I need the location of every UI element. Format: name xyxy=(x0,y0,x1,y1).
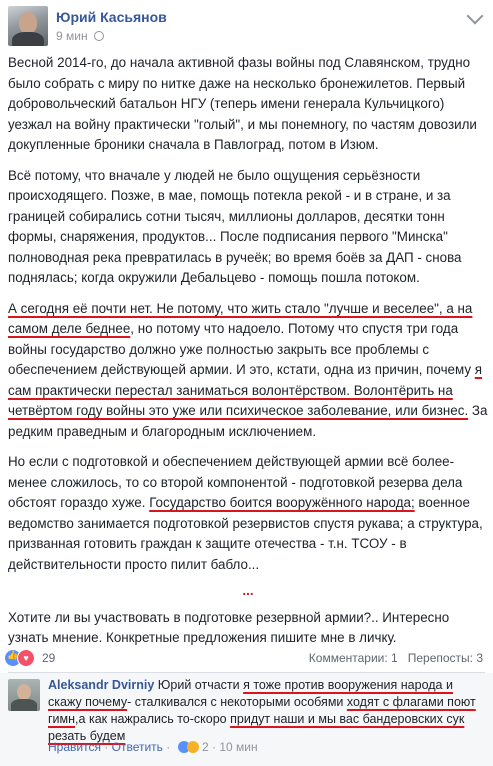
post-time: 9 мин xyxy=(56,29,88,43)
post-text: военное ведомство занимается подготовкой резервистов спустя рукава; а структура, призванная готовить граждан к защите отечества - т.н. ТСОУ - в действительности просто пилит бабло... xyxy=(8,495,483,572)
post-header xyxy=(0,0,493,48)
commenter-avatar-body xyxy=(11,699,37,711)
heart-reaction-icon[interactable]: ♥ xyxy=(17,649,35,667)
commenter-avatar[interactable] xyxy=(8,679,40,711)
comment-underlined-text: придут наши и мы вас бандеровских сук резать будем xyxy=(48,712,465,743)
comment-text xyxy=(48,677,488,745)
reactions-bar xyxy=(4,646,489,670)
post-underlined-text: Государство боится вооружённого народа; xyxy=(149,495,415,510)
post-paragraph xyxy=(8,452,488,575)
avatar-body xyxy=(12,32,44,46)
comments-count[interactable]: Комментарии: 1 xyxy=(308,651,398,665)
mini-angry-icon xyxy=(187,741,199,753)
ellipsis-marker: ... xyxy=(242,583,254,598)
comment-text: - сталкивался с некоторыми особями xyxy=(127,695,347,709)
avatar-face xyxy=(19,12,37,34)
post-underlined-text: А сегодня её почти нет. Не потому, что жить стало "лучше и веселее", а на самом деле беднее xyxy=(8,300,473,336)
comment-author[interactable]: Aleksandr Dvirniy xyxy=(48,678,155,692)
separator: · xyxy=(104,740,112,754)
post-closing: Хотите ли вы участвовать в подготовке резервной армии?.. Интересно узнать мнение. Конкретные предложения пишите мне в личку. xyxy=(8,609,450,645)
author-avatar[interactable] xyxy=(8,6,48,46)
post-paragraphs xyxy=(8,53,488,575)
post-paragraph xyxy=(8,299,488,443)
post-timestamp[interactable] xyxy=(56,29,104,43)
comment-like-link[interactable]: Нравится xyxy=(48,740,101,754)
comment xyxy=(0,673,493,766)
post-text: , но потому что надоело. Потому что спустя три года войны государство должно уже полностью закрыть все проблемы с обеспечением действующей армии. И это, кстати, одна из причин, почему xyxy=(8,321,475,377)
comment-share-counts xyxy=(309,651,483,665)
chevron-down-icon[interactable] xyxy=(467,8,484,25)
comment-time[interactable]: 10 мин xyxy=(219,740,258,754)
post-text: Всё потому, что вначале у людей не было ощущения серьёзности происходящего. Позже, в мае, помощь потекла рекой - и в стране, и за границей собирались сотни тысяч, миллионы долларов, десятки тонн формы, снаряжения, продуктов... После подписания первого "Минска" полноводная река превратилась в ручеёк; во время боёв за ДАП - снова поднялась; когда окружили Дебальцево - помощь пошла потоком. xyxy=(8,167,462,285)
separator: · xyxy=(212,740,220,754)
author-name[interactable]: Юрий Касьянов xyxy=(56,9,167,25)
post-underlined-text: я сам практически перестал заниматься волонтёрством. Волонтёрить на четвёртом году войны это уже или психическое заболевание, или бизнес. xyxy=(8,362,483,418)
post-text: За редким праведным и благородным исключением. xyxy=(8,403,488,439)
shares-count[interactable]: Перепосты: 3 xyxy=(407,651,483,665)
post-body xyxy=(8,53,488,659)
globe-icon xyxy=(94,31,104,41)
comment-underlined-text: я тоже против вооружения народа и скажу почему xyxy=(48,678,453,709)
post-paragraph xyxy=(8,166,488,289)
post-paragraph xyxy=(8,53,488,156)
reaction-count[interactable]: 29 xyxy=(42,651,56,665)
comment-underlined-text: ходят с флагами поют гимн xyxy=(48,695,476,726)
separator: · xyxy=(166,740,174,754)
comment-text: ,а как нажрались то-скоро xyxy=(75,712,231,726)
post-text: Но если с подготовкой и обеспечением действующей армии всё более-менее сложилось, то со второй компонентой - подготовкой резерва дела обстоят гораздо хуже. xyxy=(8,454,463,510)
commenter-avatar-face xyxy=(17,684,31,700)
comment-text: Юрий отчасти xyxy=(154,678,244,692)
comment-actions xyxy=(48,740,258,754)
post-text: Весной 2014-го, до начала активной фазы войны под Славянском, трудно было собрать с миру по нитке даже на несколько бронежилетов. Первый добровольческий батальон НГУ (теперь имени генерала Кульчицкого) уезжал на войну практически "голый", и мы понемногу, по частям довозили докупленные броники сначала в Павлоград, потом в Изюм. xyxy=(8,55,477,152)
comment-reaction-count[interactable]: 2 xyxy=(201,740,209,754)
comment-reply-link[interactable]: Ответить xyxy=(111,740,163,754)
